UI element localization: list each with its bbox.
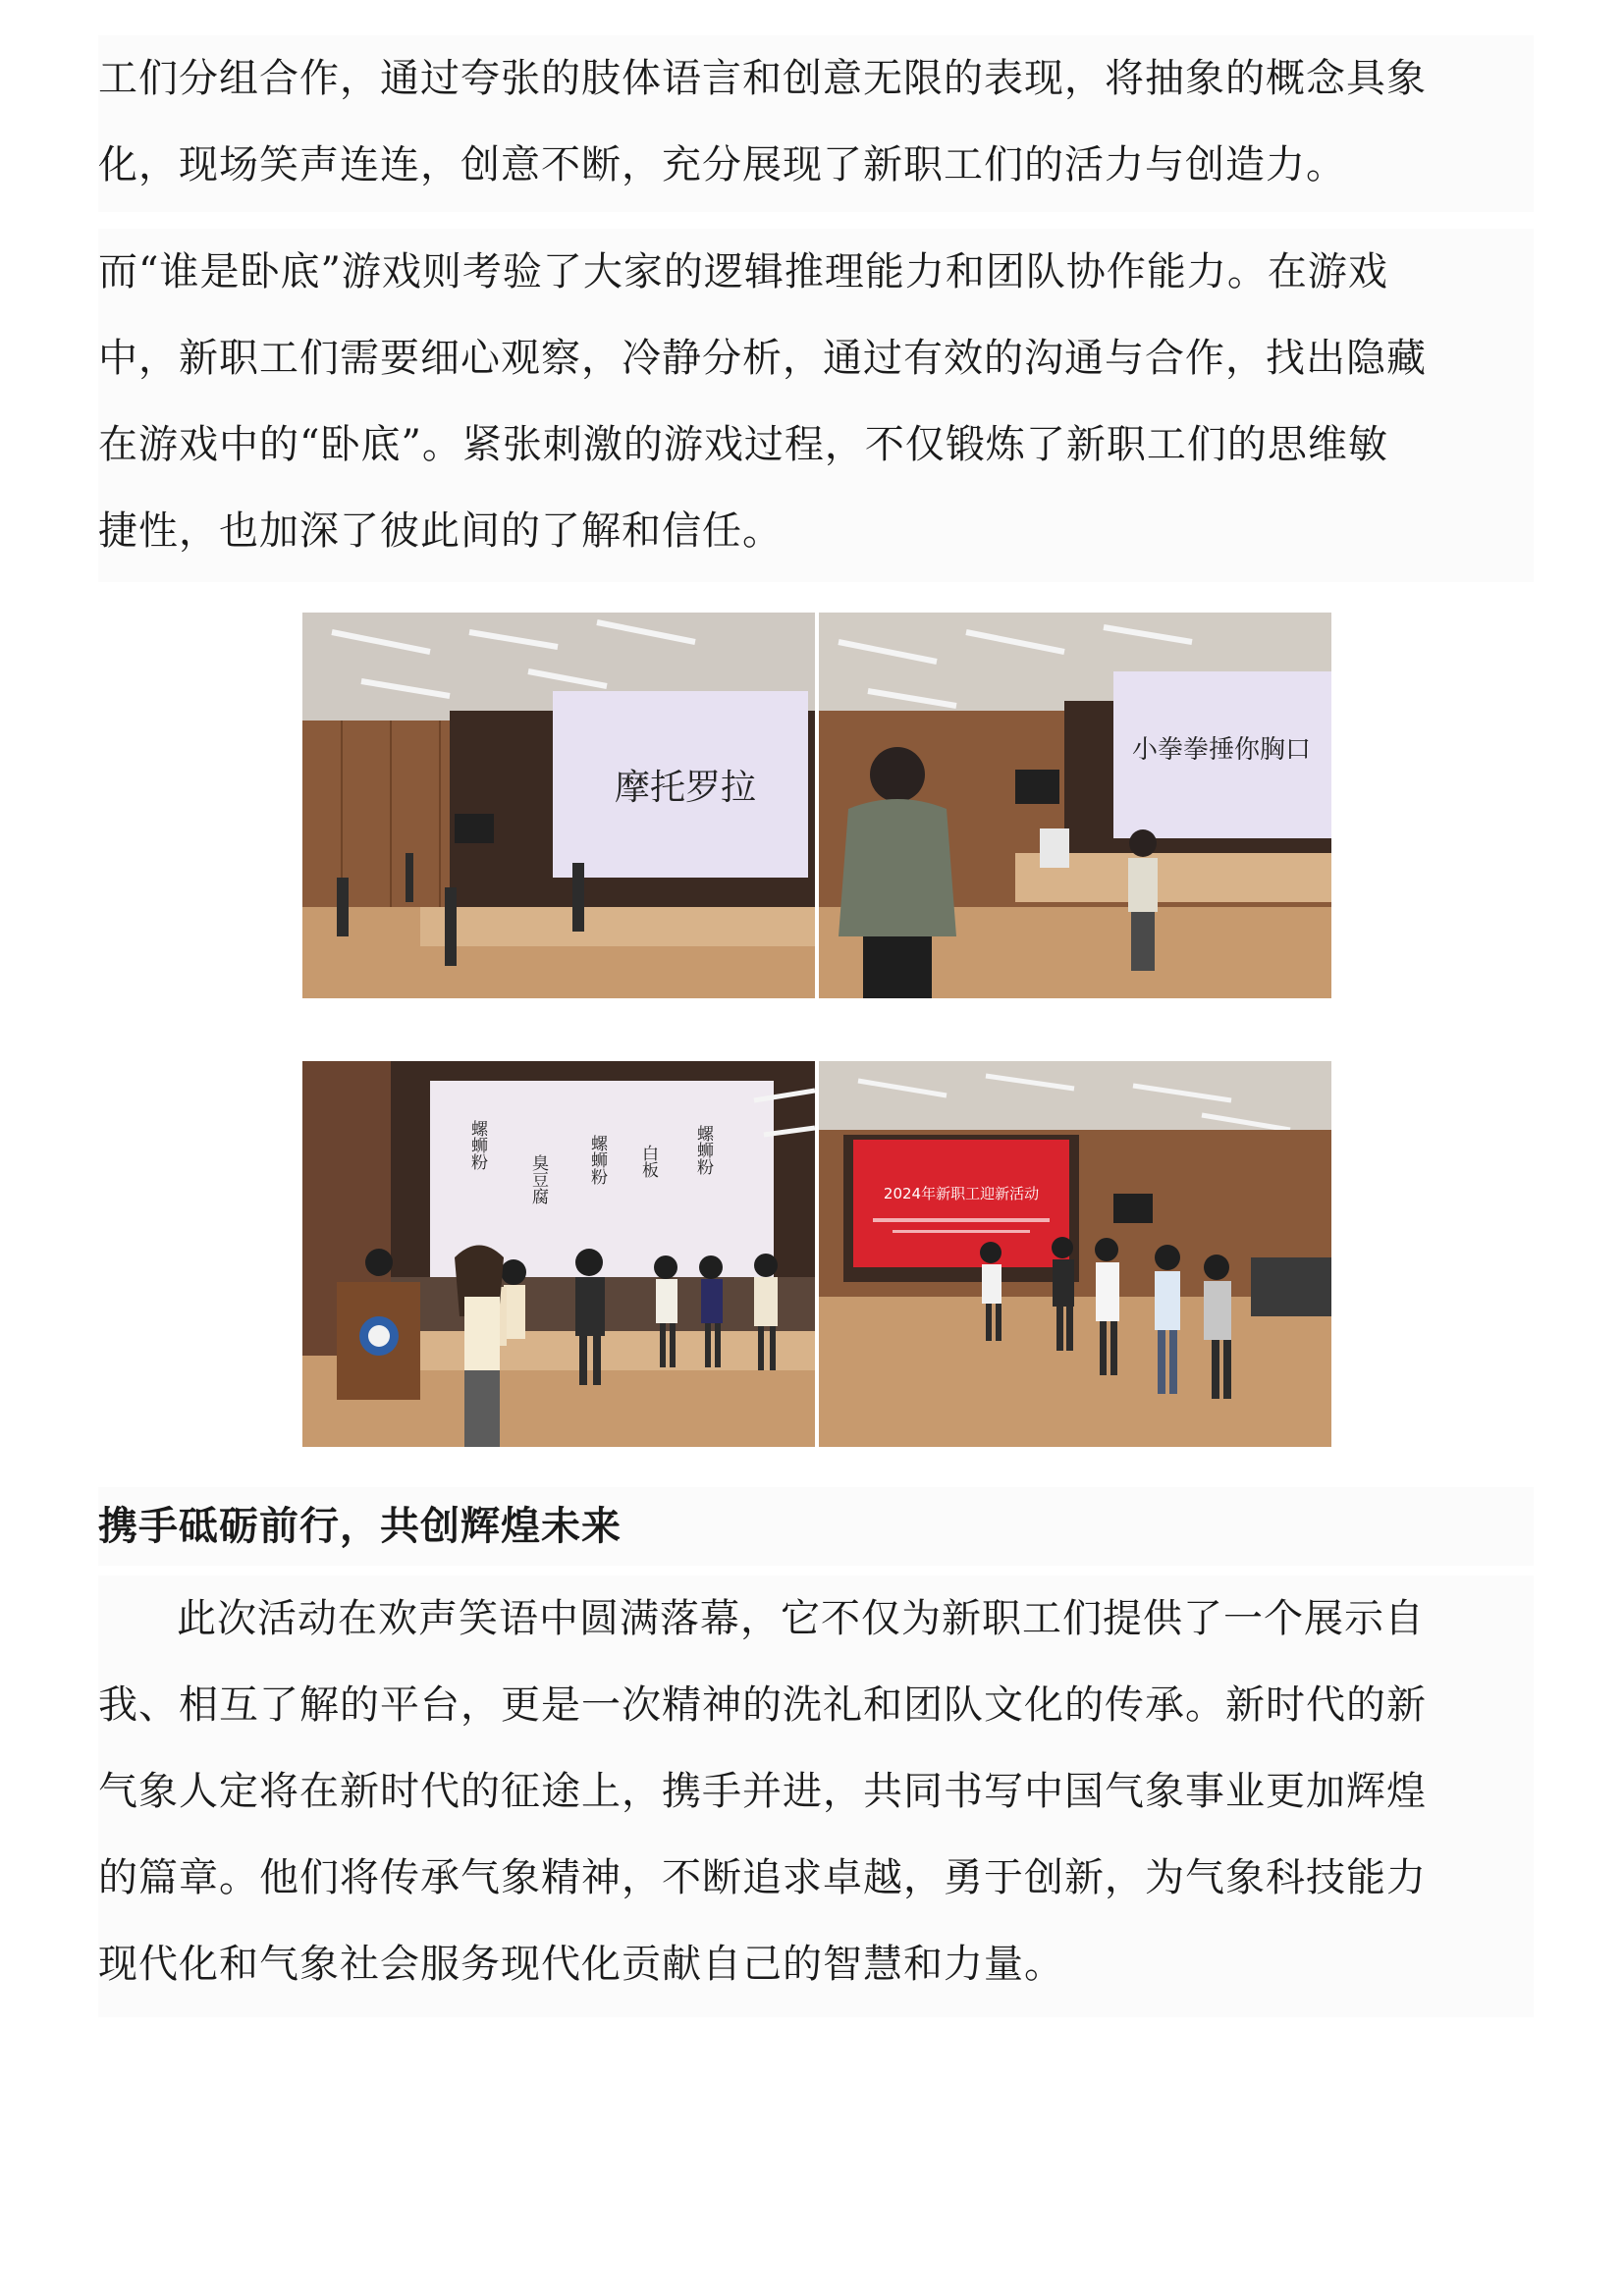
- red-screen-title: 2024年新职工迎新活动: [883, 1185, 1040, 1202]
- screen-vertical-word-2: 臭豆腐: [528, 1154, 548, 1204]
- paragraph-conclusion: [98, 1575, 1534, 2017]
- section-heading: 携手砥砺前行，共创辉煌未来: [98, 1504, 622, 1549]
- projection-screen-phrase: 小拳拳捶你胸口: [1131, 735, 1312, 765]
- screen-vertical-word-3: 螺蛳粉: [587, 1135, 607, 1185]
- section-heading-container: [98, 1487, 1534, 1566]
- paragraph-line: 的篇章。他们将传承气象精神，不断追求卓越，勇于创新，为气象科技能力: [98, 1855, 1427, 1900]
- activity-photo-3: [302, 1061, 815, 1447]
- projection-screen-word: 摩托罗拉: [614, 768, 757, 808]
- paragraph-intro-continuation: [98, 35, 1534, 212]
- paragraph-line: 此次活动在欢声笑语中圆满落幕，它不仅为新职工们提供了一个展示自: [177, 1596, 1425, 1641]
- paragraph-line: 气象人定将在新时代的征途上，携手并进，共同书写中国气象事业更加辉煌: [98, 1769, 1427, 1814]
- paragraph-line: 而“谁是卧底”游戏则考验了大家的逻辑推理能力和团队协作能力。在游戏: [98, 249, 1388, 294]
- screen-vertical-word-5: 螺蛳粉: [693, 1125, 713, 1175]
- paragraph-line: 现代化和气象社会服务现代化贡献自己的智慧和力量。: [98, 1942, 1064, 1987]
- screen-vertical-word-4: 白板: [638, 1145, 658, 1178]
- paragraph-line: 工们分组合作，通过夸张的肢体语言和创意无限的表现，将抽象的概念具象: [98, 56, 1427, 101]
- paragraph-line: 中，新职工们需要细心观察，冷静分析，通过有效的沟通与合作，找出隐藏: [98, 336, 1427, 381]
- paragraph-line: 化，现场笑声连连，创意不断，充分展现了新职工们的活力与创造力。: [98, 142, 1346, 187]
- paragraph-line: 捷性，也加深了彼此间的了解和信任。: [98, 508, 783, 554]
- paragraph-line: 在游戏中的“卧底”。紧张刺激的游戏过程，不仅锻炼了新职工们的思维敏: [98, 422, 1388, 467]
- activity-photo-2: [819, 613, 1331, 998]
- activity-photo-1: [302, 613, 815, 998]
- paragraph-who-is-undercover: [98, 229, 1534, 582]
- paragraph-line: 我、相互了解的平台，更是一次精神的洗礼和团队文化的传承。新时代的新: [98, 1682, 1427, 1728]
- activity-photo-4: [819, 1061, 1331, 1447]
- screen-vertical-word-1: 螺蛳粉: [467, 1120, 487, 1170]
